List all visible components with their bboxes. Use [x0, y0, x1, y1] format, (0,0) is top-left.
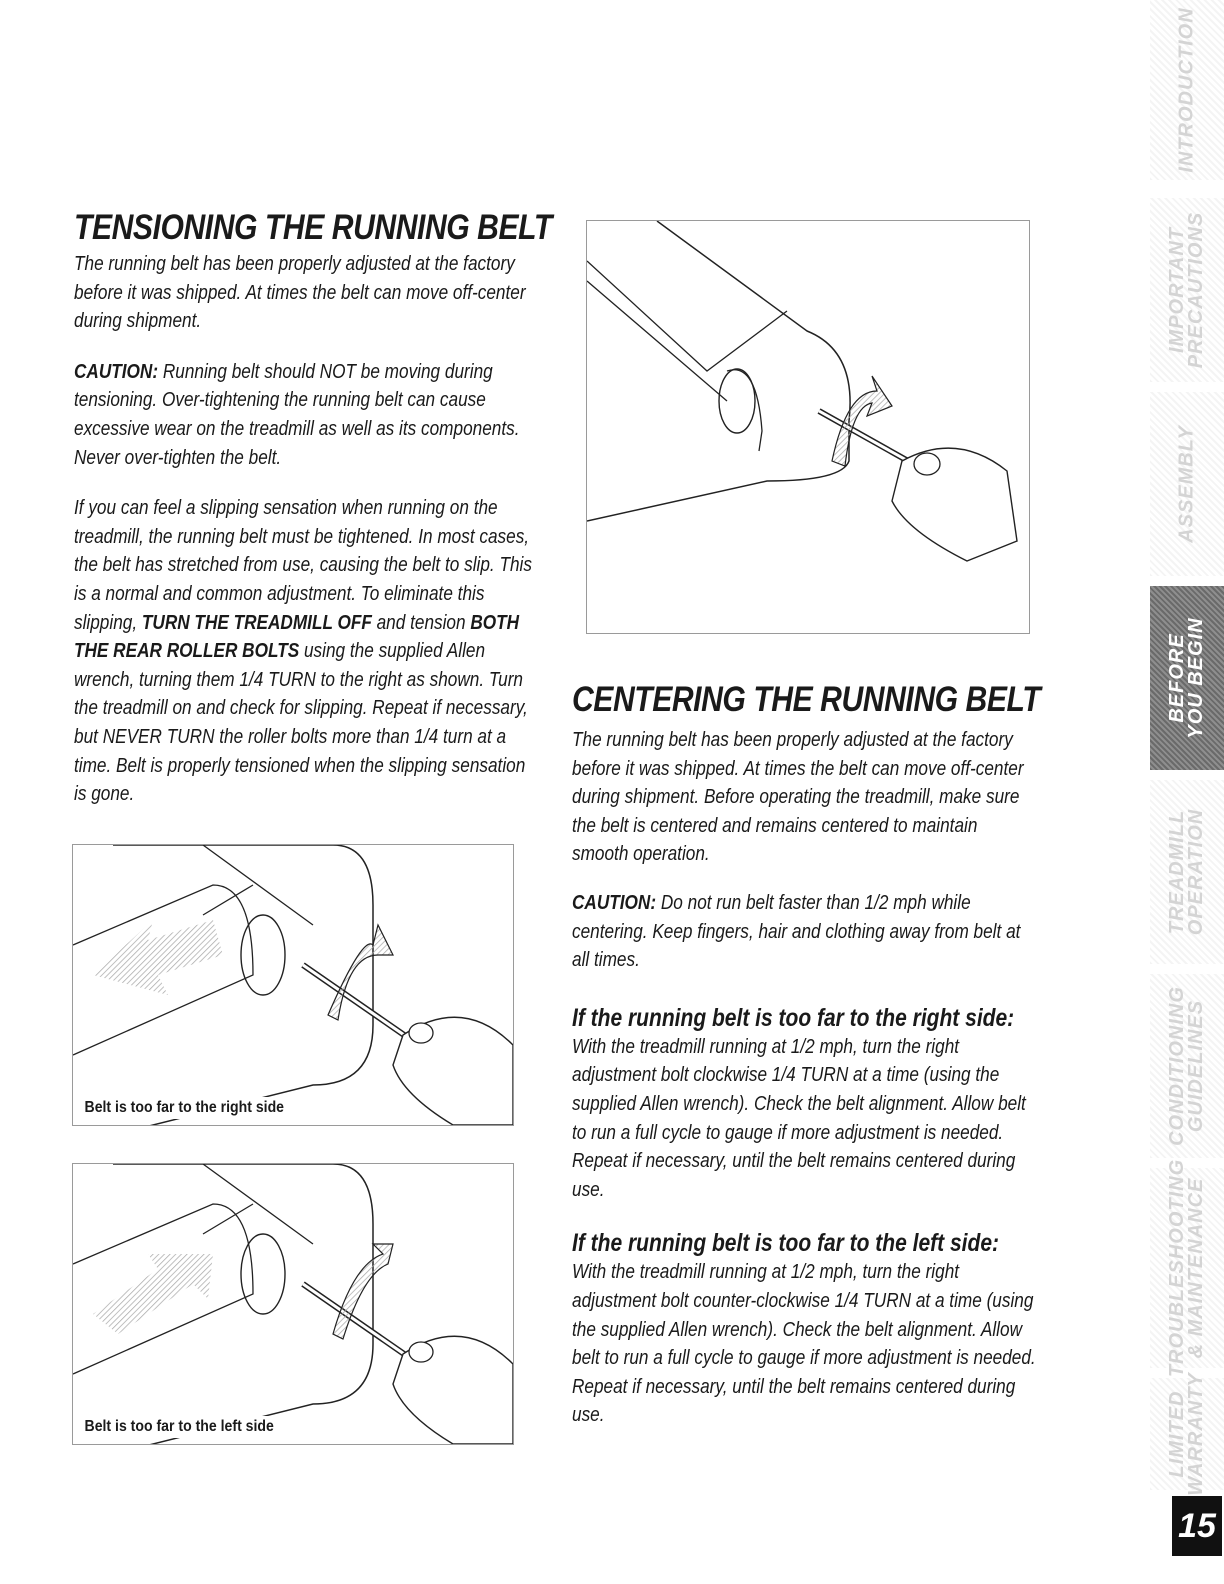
- tensioning-instructions: [74, 494, 538, 809]
- tensioning-caution: [74, 358, 538, 472]
- figure-left-side: [72, 1163, 514, 1445]
- tab-treadmill-operation-label: TREADMILL OPERATION: [1166, 808, 1207, 936]
- section-tabs: [1150, 0, 1224, 1584]
- centering-caution: [572, 889, 1036, 975]
- figure-right-side: [72, 844, 514, 1126]
- tab-assembly[interactable]: [1150, 392, 1224, 576]
- roller-illustration-right: [73, 845, 513, 1125]
- tab-troubleshooting-maintenance-label: TROUBLESHOOTING & MAINTENANCE: [1166, 1158, 1207, 1378]
- left-side-heading: If the running belt is too far to the left side:: [572, 1229, 999, 1258]
- tab-before-you-begin[interactable]: [1150, 586, 1224, 770]
- right-side-heading: If the running belt is too far to the right side:: [572, 1003, 1015, 1032]
- tab-important-precautions[interactable]: [1150, 198, 1224, 382]
- centering-title: CENTERING THE RUNNING BELT: [572, 680, 1041, 719]
- centering-section: [572, 680, 1112, 1430]
- roller-illustration-left: [73, 1164, 513, 1444]
- tab-limited-warranty-label: LIMITED WARRANTY: [1166, 1372, 1207, 1496]
- page-number: 15: [1172, 1496, 1222, 1556]
- centering-caution-text: Do not run belt faster than 1/2 mph while centering. Keep fingers, hair and clothing away from belt at all times.: [572, 891, 1021, 972]
- left-side-text: With the treadmill running at 1/2 mph, turn the right adjustment bolt counter-clockwise 1/4 TURN at a time (using the supplied Allen wrench). Check the belt alignment. Allow belt to run a full cycle to gauge if more adjustment is needed. Repeat if necessary, until the belt remains centered during use.: [572, 1261, 1036, 1427]
- tab-introduction-label: INTRODUCTION: [1175, 7, 1198, 173]
- tab-introduction[interactable]: [1150, 0, 1224, 180]
- figure-tensioning: [586, 220, 1030, 634]
- tensioning-intro: The running belt has been properly adjusted at the factory before it was shipped. At times the belt can move off-center during shipment.: [74, 253, 526, 333]
- instr-part-a: If you can feel a slipping sensation when running on the treadmill, the running belt must be tightened. In most cases, the belt has stretched from use, causing the belt to slip. This is a normal and common adjustment. To eliminate this slipping,: [74, 497, 532, 634]
- tab-important-precautions-label: IMPORTANT PRECAUTIONS: [1166, 211, 1207, 369]
- figure-left-caption: Belt is too far to the left side: [81, 1416, 277, 1438]
- caution-label: CAUTION:: [74, 360, 159, 383]
- tab-treadmill-operation[interactable]: [1150, 780, 1224, 964]
- tab-assembly-label: ASSEMBLY: [1175, 425, 1198, 543]
- centering-caution-label: CAUTION:: [572, 891, 657, 914]
- centering-intro: The running belt has been properly adjusted at the factory before it was shipped. At times the belt can move off-center during shipment. Before operating the treadmill, make sure the belt is centered and remains centered to maintain smooth operation.: [572, 729, 1024, 866]
- tab-troubleshooting-maintenance[interactable]: [1150, 1158, 1224, 1378]
- tab-limited-warranty[interactable]: [1150, 1372, 1224, 1496]
- tab-conditioning-guidelines-label: CONDITIONING GUIDELINES: [1166, 986, 1207, 1146]
- instr-part-c: and tension: [371, 611, 471, 634]
- tensioning-section: [74, 208, 614, 809]
- caution-text: Running belt should NOT be moving during tensioning. Over-tightening the running belt can cause excessive wear on the treadmill as well as its components. Never over-tighten the belt.: [74, 360, 520, 469]
- right-side-text: With the treadmill running at 1/2 mph, turn the right adjustment bolt clockwise 1/4 TURN at a time (using the supplied Allen wrench). Check the belt alignment. Allow belt to run a full cycle to gauge if more adjustment is needed. Repeat if necessary, until the belt remains centered during use.: [572, 1035, 1026, 1201]
- figure-right-caption: Belt is too far to the right side: [81, 1097, 288, 1119]
- instr-part-b: TURN THE TREADMILL OFF: [141, 611, 372, 634]
- instr-part-d: BOTH THE REAR ROLLER BOLTS: [74, 611, 520, 663]
- instr-part-e: using the supplied Allen wrench, turning them 1/4 TURN to the right as shown. Turn the treadmill on and check for slipping. Repeat if necessary, but NEVER TURN the roller bolts more than 1/4 turn at a time. Belt is properly tensioned when the slipping sensation is gone.: [74, 640, 528, 806]
- roller-illustration-tension: [587, 221, 1029, 633]
- tab-before-you-begin-label: BEFORE YOU BEGIN: [1166, 617, 1207, 739]
- tensioning-title: TENSIONING THE RUNNING BELT: [74, 208, 552, 247]
- tab-conditioning-guidelines[interactable]: [1150, 974, 1224, 1158]
